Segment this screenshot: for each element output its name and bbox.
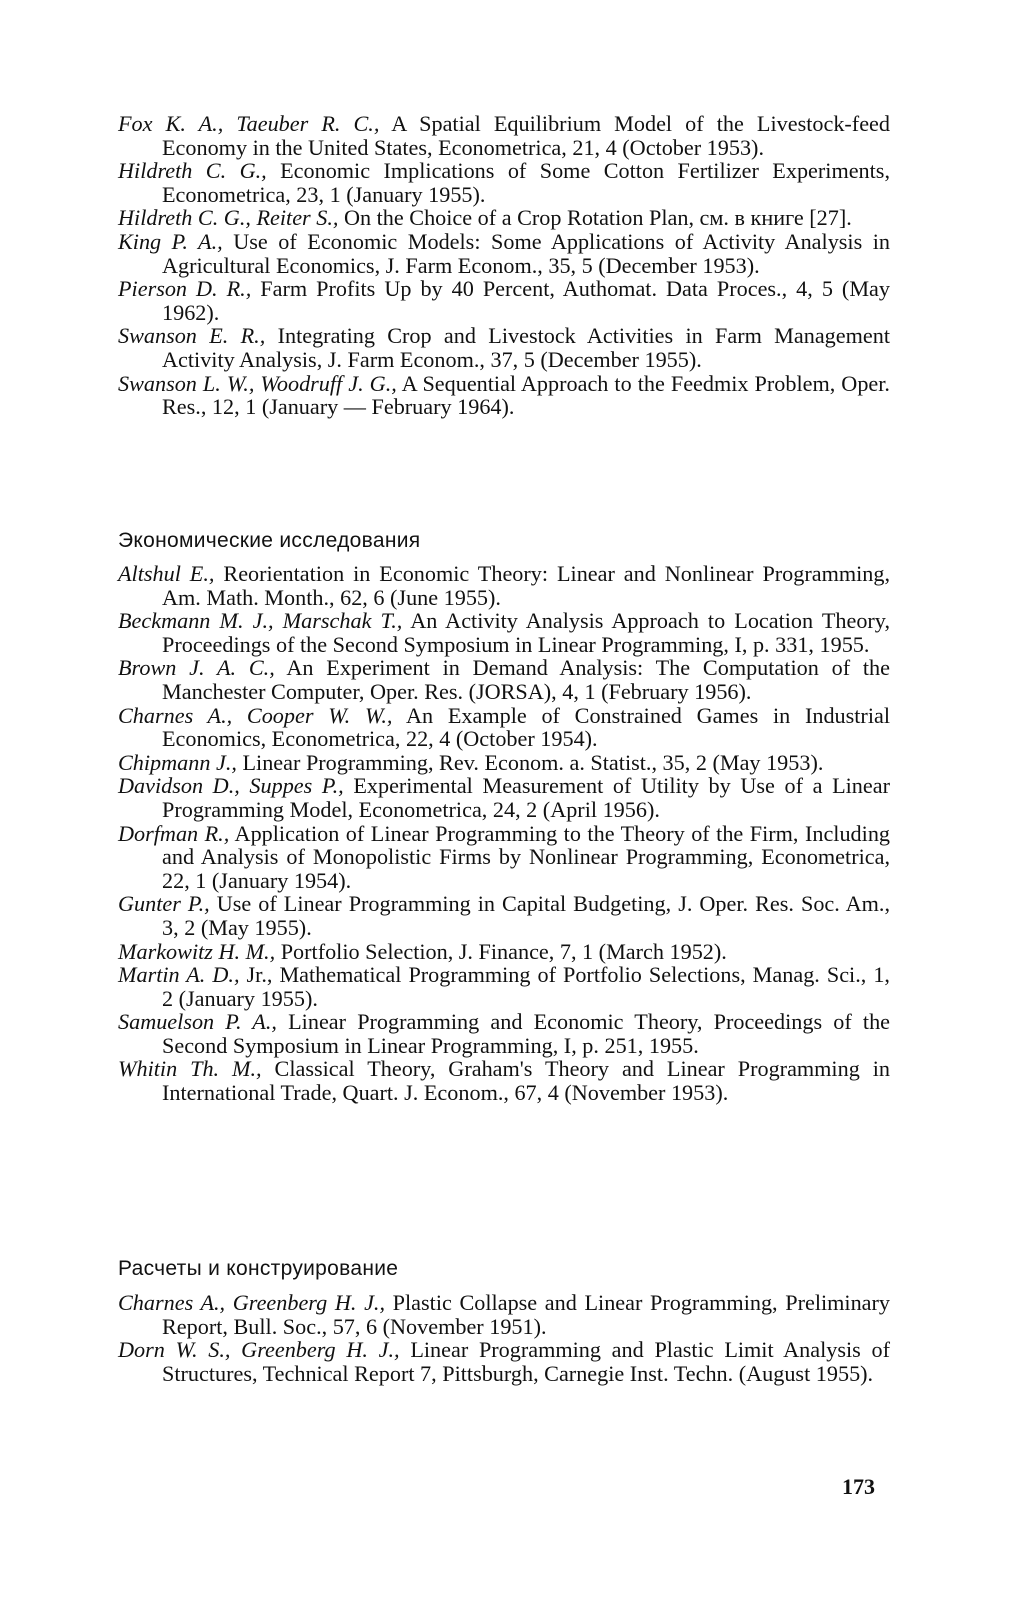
reference-entry	[118, 774, 890, 821]
reference-list-design	[118, 1291, 890, 1385]
reference-entry	[118, 1338, 890, 1385]
reference-authors: Martin A. D.,	[118, 962, 240, 988]
reference-text: Reorientation in Economic Theory: Linear and Nonlinear Programming, Am. Math. Month., 62, 6 (June 1955).	[162, 561, 891, 610]
reference-entry	[118, 562, 890, 609]
reference-list-economics	[118, 562, 890, 1105]
reference-text: A Sequential Approach to the Feedmix Problem, Oper. Res., 12, 1 (January — February 1964).	[162, 370, 890, 420]
reference-entry	[118, 963, 890, 1010]
reference-authors: Charnes A., Greenberg H. J.,	[118, 1290, 386, 1315]
reference-list-agriculture	[118, 112, 890, 419]
reference-entry	[118, 1057, 890, 1104]
reference-authors: Gunter P.,	[118, 891, 210, 917]
reference-text: An Activity Analysis Approach to Location Theory, Proceedings of the Second Symposium in Linear Programming, I, p. 331, 1955.	[162, 608, 891, 657]
reference-text: Economic Implications of Some Cotton Fertilizer Experiments, Econometrica, 23, 1 (January 1955).	[162, 158, 890, 207]
reference-authors: Samuelson P. A.,	[118, 1009, 277, 1035]
reference-entry	[118, 372, 890, 419]
reference-text: Use of Economic Models: Some Applications of Activity Analysis in Agricultural Economics, J. Farm Econom., 35, 5 (December 1953).	[162, 228, 891, 278]
reference-entry	[118, 656, 890, 703]
reference-authors: Chipmann J.,	[118, 749, 237, 775]
reference-text: Linear Programming and Economic Theory, Proceedings of the Second Symposium in Linear Programming, I, p. 251, 1955.	[162, 1009, 891, 1058]
reference-entry	[118, 277, 890, 324]
reference-authors: Dorn W. S., Greenberg H. J.,	[118, 1337, 400, 1363]
reference-text: Integrating Crop and Livestock Activities in Farm Management Activity Analysis, J. Farm Econom., 37, 5 (December 1955).	[162, 323, 890, 372]
reference-entry	[118, 751, 890, 775]
reference-authors: Pierson D. R.,	[118, 276, 252, 302]
reference-authors: Altshul E.,	[118, 561, 215, 586]
reference-entry	[118, 1291, 890, 1338]
reference-entry	[118, 1010, 890, 1057]
reference-authors: Davidson D., Suppes P.,	[118, 773, 344, 799]
page-number: 173	[842, 1474, 875, 1499]
reference-text: Use of Linear Programming in Capital Budgeting, J. Oper. Res. Soc. Am., 3, 2 (May 1955).	[162, 891, 890, 940]
reference-text: Jr., Mathematical Programming of Portfolio Selections, Manag. Sci., 1, 2 (January 1955).	[162, 962, 890, 1011]
reference-text: Classical Theory, Graham's Theory and Linear Programming in International Trade, Quart. J. Econom., 67, 4 (November 1953).	[162, 1056, 890, 1106]
reference-entry	[118, 704, 890, 751]
reference-text: Linear Programming and Plastic Limit Analysis of Structures, Technical Report 7, Pittsburgh, Carnegie Inst. Techn. (August 1955).	[162, 1337, 890, 1386]
reference-text: Linear Programming, Rev. Econom. a. Statist., 35, 2 (May 1953).	[236, 749, 824, 775]
reference-authors: Charnes A., Cooper W. W.,	[118, 702, 393, 728]
reference-authors: Dorfman R.,	[118, 820, 230, 846]
reference-authors: Hildreth C. G., Reiter S.,	[118, 205, 339, 231]
reference-entry	[118, 206, 890, 230]
reference-text: On the Choice of a Crop Rotation Plan, см. в книге [27].	[338, 205, 852, 231]
reference-text: Experimental Measurement of Utility by Use of a Linear Programming Model, Econometrica, 24, 2 (April 1956).	[162, 773, 890, 822]
reference-text: Farm Profits Up by 40 Percent, Authomat. Data Proces., 4, 5 (May 1962).	[162, 276, 890, 325]
reference-text: Application of Linear Programming to the Theory of the Firm, Including and Analysis of Monopolistic Firms by Nonlinear Programming, Econometrica, 22, 1 (January 1954).	[162, 820, 891, 893]
reference-text: An Example of Constrained Games in Industrial Economics, Econometrica, 22, 4 (October 1954).	[162, 702, 890, 752]
reference-authors: King P. A.,	[118, 228, 223, 254]
reference-text: An Experiment in Demand Analysis: The Computation of the Manchester Computer, Oper. Res. (JORSA), 4, 1 (February 1956).	[162, 655, 890, 704]
section-heading-calculations-design: Расчеты и конструирование	[118, 1257, 399, 1280]
reference-authors: Fox K. A., Taeuber R. C.,	[118, 111, 380, 136]
reference-entry	[118, 159, 890, 206]
reference-authors: Brown J. A. C.,	[118, 655, 275, 681]
reference-authors: Whitin Th. M.,	[118, 1056, 262, 1082]
reference-text: Plastic Collapse and Linear Programming, Preliminary Report, Bull. Soc., 57, 6 (November 1951).	[162, 1290, 890, 1339]
reference-authors: Beckmann M. J., Marschak T.,	[118, 608, 403, 634]
section-heading-economic-research: Экономические исследования	[118, 529, 421, 552]
reference-authors: Hildreth C. G.,	[118, 158, 267, 184]
reference-text: Portfolio Selection, J. Finance, 7, 1 (March 1952).	[275, 938, 727, 964]
reference-authors: Markowitz H. M.,	[118, 938, 276, 964]
reference-authors: Swanson L. W., Woodruff J. G.,	[118, 370, 397, 396]
reference-text: A Spatial Equilibrium Model of the Livestock-feed Economy in the United States, Econometrica, 21, 4 (October 1953).	[162, 111, 890, 160]
reference-entry	[118, 324, 890, 371]
reference-authors: Swanson E. R.,	[118, 323, 266, 349]
reference-entry	[118, 892, 890, 939]
reference-entry	[118, 230, 890, 277]
reference-entry	[118, 822, 890, 893]
reference-entry	[118, 609, 890, 656]
reference-entry	[118, 112, 890, 159]
reference-entry	[118, 940, 890, 964]
